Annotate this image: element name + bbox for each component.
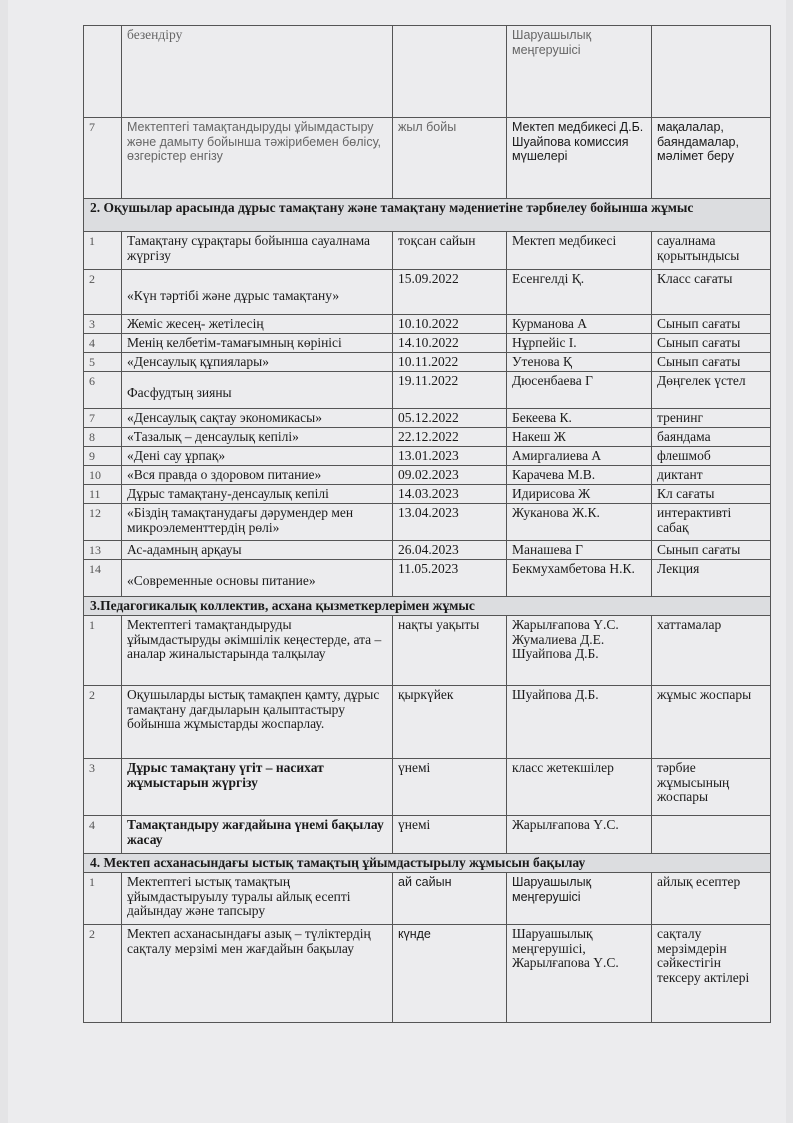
output-cell: Сынып сағаты	[652, 353, 771, 372]
time-cell: 22.12.2022	[393, 428, 507, 447]
output-cell: мақалалар, баяндамалар, мәлімет беру	[652, 118, 771, 199]
row-number: 3	[84, 315, 122, 334]
row-number: 2	[84, 270, 122, 315]
row-number: 1	[84, 616, 122, 686]
responsible-cell: Карачева М.В.	[507, 466, 652, 485]
responsible-cell: Жуканова Ж.К.	[507, 504, 652, 541]
time-cell: үнемі	[393, 759, 507, 816]
output-cell: хаттамалар	[652, 616, 771, 686]
table-row	[84, 447, 771, 466]
event-cell: Фасфудтың зияны	[122, 372, 393, 409]
row-number: 8	[84, 428, 122, 447]
table-row	[84, 26, 771, 118]
table-row	[84, 428, 771, 447]
section-header-row	[84, 199, 771, 232]
output-cell	[652, 816, 771, 854]
table-row	[84, 315, 771, 334]
table-row	[84, 353, 771, 372]
row-number: 4	[84, 334, 122, 353]
section-4-title: 4. Мектеп асханасындағы ыстық тамақтың ұйымдастырылу жұмысын бақылау	[84, 854, 771, 873]
event-cell: Жеміс жесең- жетілесің	[122, 315, 393, 334]
row-number: 14	[84, 560, 122, 597]
time-cell: 15.09.2022	[393, 270, 507, 315]
output-cell: Сынып сағаты	[652, 541, 771, 560]
time-cell: 14.03.2023	[393, 485, 507, 504]
table-row	[84, 873, 771, 925]
table-row	[84, 409, 771, 428]
row-number: 1	[84, 232, 122, 270]
responsible-cell: Бекеева К.	[507, 409, 652, 428]
responsible-cell: Утенова Қ	[507, 353, 652, 372]
time-cell: 19.11.2022	[393, 372, 507, 409]
table-row	[84, 759, 771, 816]
plan-table	[83, 25, 771, 1023]
output-cell: тренинг	[652, 409, 771, 428]
event-cell: Мектеп асханасындағы азық – түліктердің сақталу мерзімі мен жағдайын бақылау	[122, 925, 393, 1023]
responsible-cell: Курманова А	[507, 315, 652, 334]
responsible-cell: Амиргалиева А	[507, 447, 652, 466]
responsible-cell: Накеш Ж	[507, 428, 652, 447]
row-number: 7	[84, 409, 122, 428]
event-cell: Мектептегі ыстық тамақтың ұйымдастыруылу туралы айлық есепті дайындау және тапсыру	[122, 873, 393, 925]
responsible-cell: Жарылғапова Ү.С.	[507, 816, 652, 854]
output-cell: айлық есептер	[652, 873, 771, 925]
output-cell	[652, 26, 771, 118]
time-cell: 09.02.2023	[393, 466, 507, 485]
row-number: 2	[84, 686, 122, 759]
section-3-title: 3.Педагогикалық коллектив, асхана қызметкерлерімен жұмыс	[84, 597, 771, 616]
event-cell: безендіру	[122, 26, 393, 118]
responsible-cell: Шаруашылық меңгерушісі, Жарылғапова Ү.С.	[507, 925, 652, 1023]
table-row	[84, 372, 771, 409]
row-number: 11	[84, 485, 122, 504]
section-header-row	[84, 597, 771, 616]
row-number: 3	[84, 759, 122, 816]
responsible-cell: Шуайпова Д.Б.	[507, 686, 652, 759]
time-cell: ай сайын	[393, 873, 507, 925]
table-row	[84, 816, 771, 854]
responsible-cell: Дюсенбаева Г	[507, 372, 652, 409]
event-cell: Тамақтандыру жағдайына үнемі бақылау жасау	[122, 816, 393, 854]
responsible-cell: Шаруашылық меңгерушісі	[507, 873, 652, 925]
table-row	[84, 270, 771, 315]
responsible-cell: Жарылғапова Ү.С. Жумалиева Д.Е. Шуайпова Д.Б.	[507, 616, 652, 686]
row-number: 9	[84, 447, 122, 466]
table-row	[84, 466, 771, 485]
responsible-cell: Бекмухамбетова Н.К.	[507, 560, 652, 597]
responsible-cell: Мектеп медбикесі	[507, 232, 652, 270]
output-cell: Лекция	[652, 560, 771, 597]
responsible-cell: Мектеп медбикесі Д.Б. Шуайпова комиссия мүшелері	[507, 118, 652, 199]
output-cell: сауалнама қорытындысы	[652, 232, 771, 270]
table-row	[84, 616, 771, 686]
row-number	[84, 26, 122, 118]
row-number: 13	[84, 541, 122, 560]
event-cell: «Современные основы питание»	[122, 560, 393, 597]
event-cell: Дұрыс тамақтану-денсаулық кепілі	[122, 485, 393, 504]
output-cell: Сынып сағаты	[652, 315, 771, 334]
responsible-cell: Шаруашылық меңгерушісі	[507, 26, 652, 118]
event-cell: «Тазалық – денсаулық кепілі»	[122, 428, 393, 447]
time-cell: 26.04.2023	[393, 541, 507, 560]
table-row	[84, 925, 771, 1023]
time-cell: күнде	[393, 925, 507, 1023]
time-cell: 10.10.2022	[393, 315, 507, 334]
event-cell: Ас-адамның арқауы	[122, 541, 393, 560]
event-cell: «Біздің тамақтанудағы дәрумендер мен микроэлементтердің рөлі»	[122, 504, 393, 541]
table-row	[84, 560, 771, 597]
row-number: 1	[84, 873, 122, 925]
table-row	[84, 686, 771, 759]
responsible-cell: Есенгелді Қ.	[507, 270, 652, 315]
table-row	[84, 334, 771, 353]
output-cell: Класс сағаты	[652, 270, 771, 315]
time-cell: 13.01.2023	[393, 447, 507, 466]
responsible-cell: класс жетекшілер	[507, 759, 652, 816]
time-cell: 05.12.2022	[393, 409, 507, 428]
output-cell: жұмыс жоспары	[652, 686, 771, 759]
output-cell: интерактивті сабақ	[652, 504, 771, 541]
section-2-title: 2. Оқушылар арасында дұрыс тамақтану және тамақтану мәдениетіне тәрбиелеу бойынша жұмыс	[84, 199, 771, 232]
table-row	[84, 485, 771, 504]
time-cell: қыркүйек	[393, 686, 507, 759]
row-number: 4	[84, 816, 122, 854]
event-cell: Оқушыларды ыстық тамақпен қамту, дұрыс тамақтану дағдыларын қалыптастыру бойынша жұмыстарды жоспарлау.	[122, 686, 393, 759]
event-cell: Мектептегі тамақтандыруды ұйымдастыру және дамыту бойынша тәжірибемен бөлісу, өзгерістер енгізу	[122, 118, 393, 199]
row-number: 12	[84, 504, 122, 541]
output-cell: Кл сағаты	[652, 485, 771, 504]
event-cell: Менің келбетім-тамағымның көрінісі	[122, 334, 393, 353]
section-header-row	[84, 854, 771, 873]
row-number: 5	[84, 353, 122, 372]
event-cell: «Дені сау ұрпақ»	[122, 447, 393, 466]
time-cell: тоқсан сайын	[393, 232, 507, 270]
output-cell: флешмоб	[652, 447, 771, 466]
table-row	[84, 232, 771, 270]
event-cell: Дұрыс тамақтану үгіт – насихат жұмыстарын жүргізу	[122, 759, 393, 816]
responsible-cell: Нұрпейіс І.	[507, 334, 652, 353]
row-number: 7	[84, 118, 122, 199]
row-number: 6	[84, 372, 122, 409]
event-cell: Тамақтану сұрақтары бойынша сауалнама жүргізу	[122, 232, 393, 270]
output-cell: Сынып сағаты	[652, 334, 771, 353]
output-cell: диктант	[652, 466, 771, 485]
output-cell: тәрбие жұмысының жоспары	[652, 759, 771, 816]
event-cell: Мектептегі тамақтандыруды ұйымдастыруды әкімшілік кеңестерде, ата – аналар жиналыстарында талқылау	[122, 616, 393, 686]
output-cell: баяндама	[652, 428, 771, 447]
time-cell: 13.04.2023	[393, 504, 507, 541]
responsible-cell: Идирисова Ж	[507, 485, 652, 504]
row-number: 2	[84, 925, 122, 1023]
table-row	[84, 118, 771, 199]
time-cell: нақты уақыты	[393, 616, 507, 686]
table-row	[84, 504, 771, 541]
time-cell: 10.11.2022	[393, 353, 507, 372]
event-cell: «Вся правда о здоровом питание»	[122, 466, 393, 485]
responsible-cell: Манашева Г	[507, 541, 652, 560]
event-cell: «Күн тәртібі және дұрыс тамақтану»	[122, 270, 393, 315]
time-cell: 14.10.2022	[393, 334, 507, 353]
table-row	[84, 541, 771, 560]
row-number: 10	[84, 466, 122, 485]
time-cell	[393, 26, 507, 118]
time-cell: 11.05.2023	[393, 560, 507, 597]
event-cell: «Денсаулық сақтау экономикасы»	[122, 409, 393, 428]
time-cell: жыл бойы	[393, 118, 507, 199]
time-cell: үнемі	[393, 816, 507, 854]
output-cell: Дөңгелек үстел	[652, 372, 771, 409]
event-cell: «Денсаулық құпиялары»	[122, 353, 393, 372]
output-cell: сақталу мерзімдерін сәйкестігін тексеру актілері	[652, 925, 771, 1023]
